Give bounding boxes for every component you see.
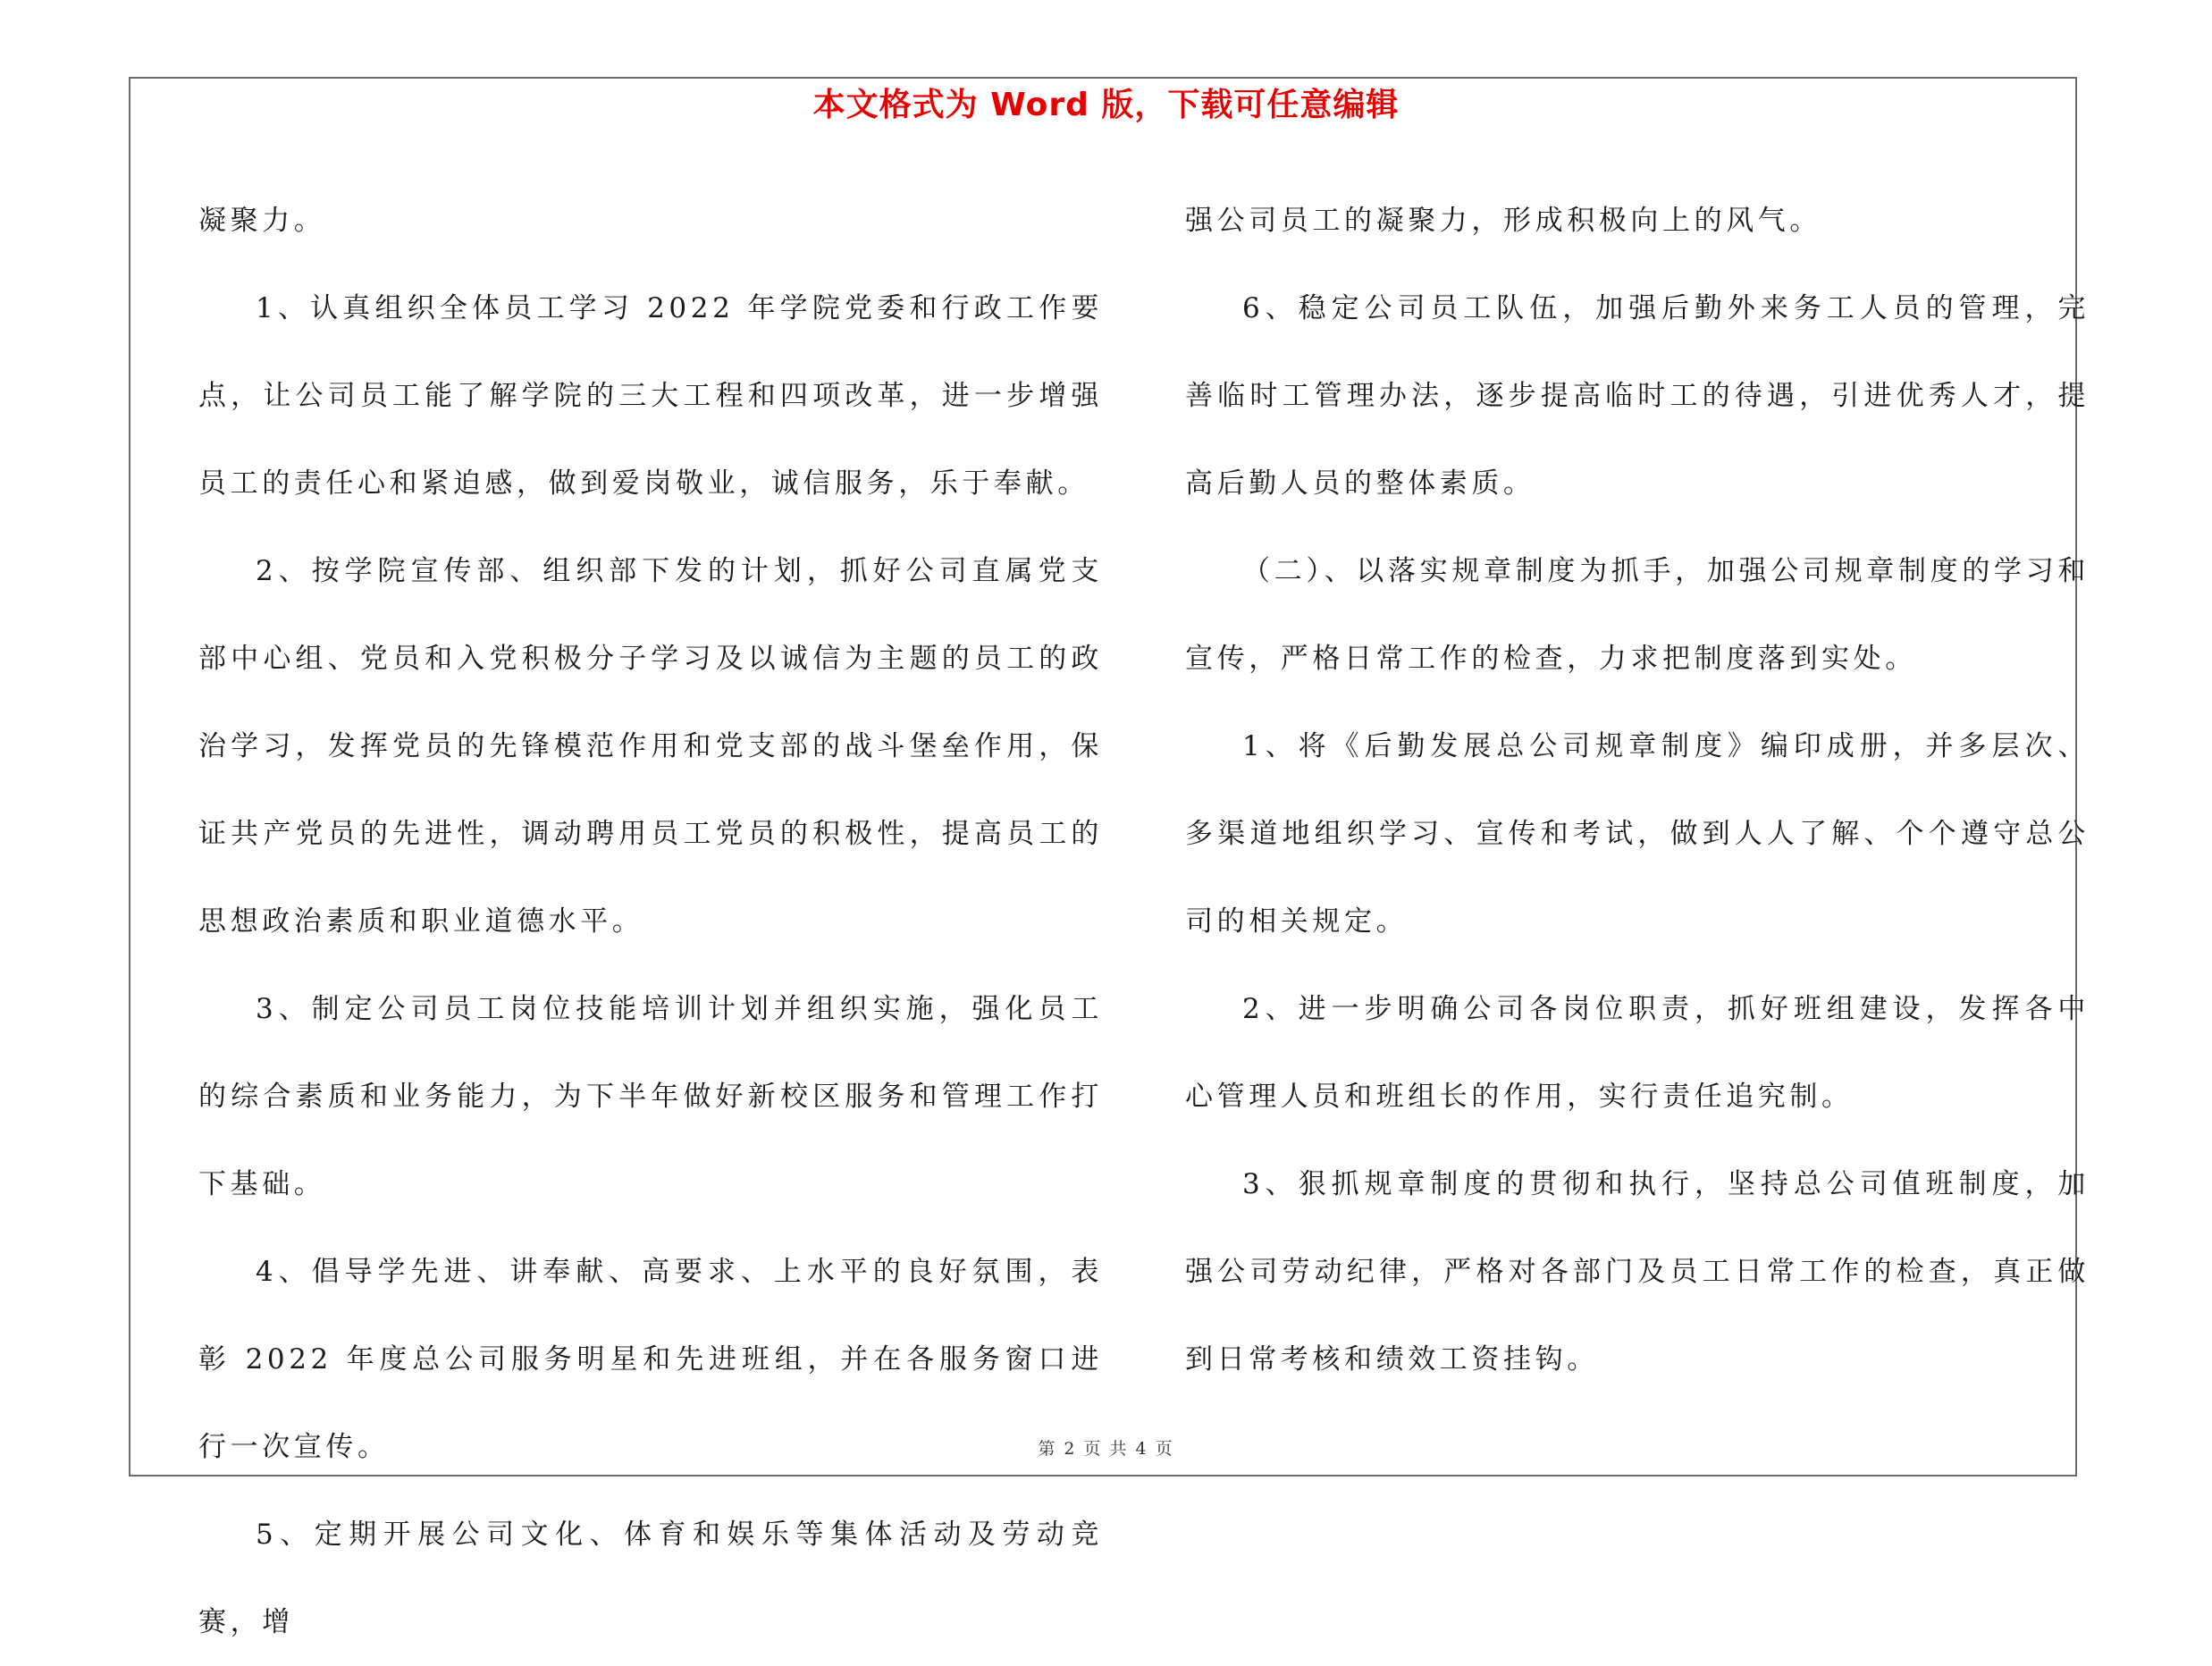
paragraph: 2、按学院宣传部、组织部下发的计划，抓好公司直属党支部中心组、党员和入党积极分子学习及以诚信为主题的员工的政治学习，发挥党员的先锋模范作用和党支部的战斗堡垒作用，保证共产党员的先进性，调动聘用员工党员的积极性，提高员工的思想政治素质和职业道德水平。 (198, 555, 1103, 938)
paragraph: 3、狠抓规章制度的贯彻和执行，坚持总公司值班制度，加强公司劳动纪律，严格对各部门及员工日常工作的检查，真正做到日常考核和绩效工资挂钩。 (1185, 1168, 2090, 1376)
paragraph: 1、认真组织全体员工学习 2022 年学院党委和行政工作要点，让公司员工能了解学院的三大工程和四项改革，进一步增强员工的责任心和紧迫感，做到爱岗敬业，诚信服务，乐于奉献。 (198, 292, 1103, 500)
header-banner: 本文格式为 Word 版，下载可任意编辑 (812, 87, 1400, 123)
page-number: 第 2 页 共 4 页 (1038, 1439, 1174, 1459)
paragraph: 2、进一步明确公司各岗位职责，抓好班组建设，发挥各中心管理人员和班组长的作用，实行责任追究制。 (1185, 993, 2090, 1113)
paragraph: 1、将《后勤发展总公司规章制度》编印成册，并多层次、多渠道地组织学习、宣传和考试，做到人人了解、个个遵守总公司的相关规定。 (1185, 730, 2090, 938)
paragraph: 4、倡导学先进、讲奉献、高要求、上水平的良好氛围，表彰 2022 年度总公司服务明星和先进班组，并在各服务窗口进行一次宣传。 (198, 1256, 1103, 1463)
paragraph: 强公司员工的凝聚力，形成积极向上的风气。 (1185, 205, 1821, 237)
paragraph: 6、稳定公司员工队伍，加强后勤外来务工人员的管理，完善临时工管理办法，逐步提高临时工的待遇，引进优秀人才，提高后勤人员的整体素质。 (1185, 292, 2090, 500)
paragraph: （二）、以落实规章制度为抓手，加强公司规章制度的学习和宣传，严格日常工作的检查，力求把制度落到实处。 (1185, 555, 2090, 675)
right-column (1185, 177, 2090, 1403)
paragraph: 3、制定公司员工岗位技能培训计划并组织实施，强化员工的综合素质和业务能力，为下半年做好新校区服务和管理工作打下基础。 (198, 993, 1103, 1200)
paragraph: 5、定期开展公司文化、体育和娱乐等集体活动及劳动竞赛，增 (198, 1519, 1103, 1638)
paragraph: 凝聚力。 (198, 205, 326, 237)
